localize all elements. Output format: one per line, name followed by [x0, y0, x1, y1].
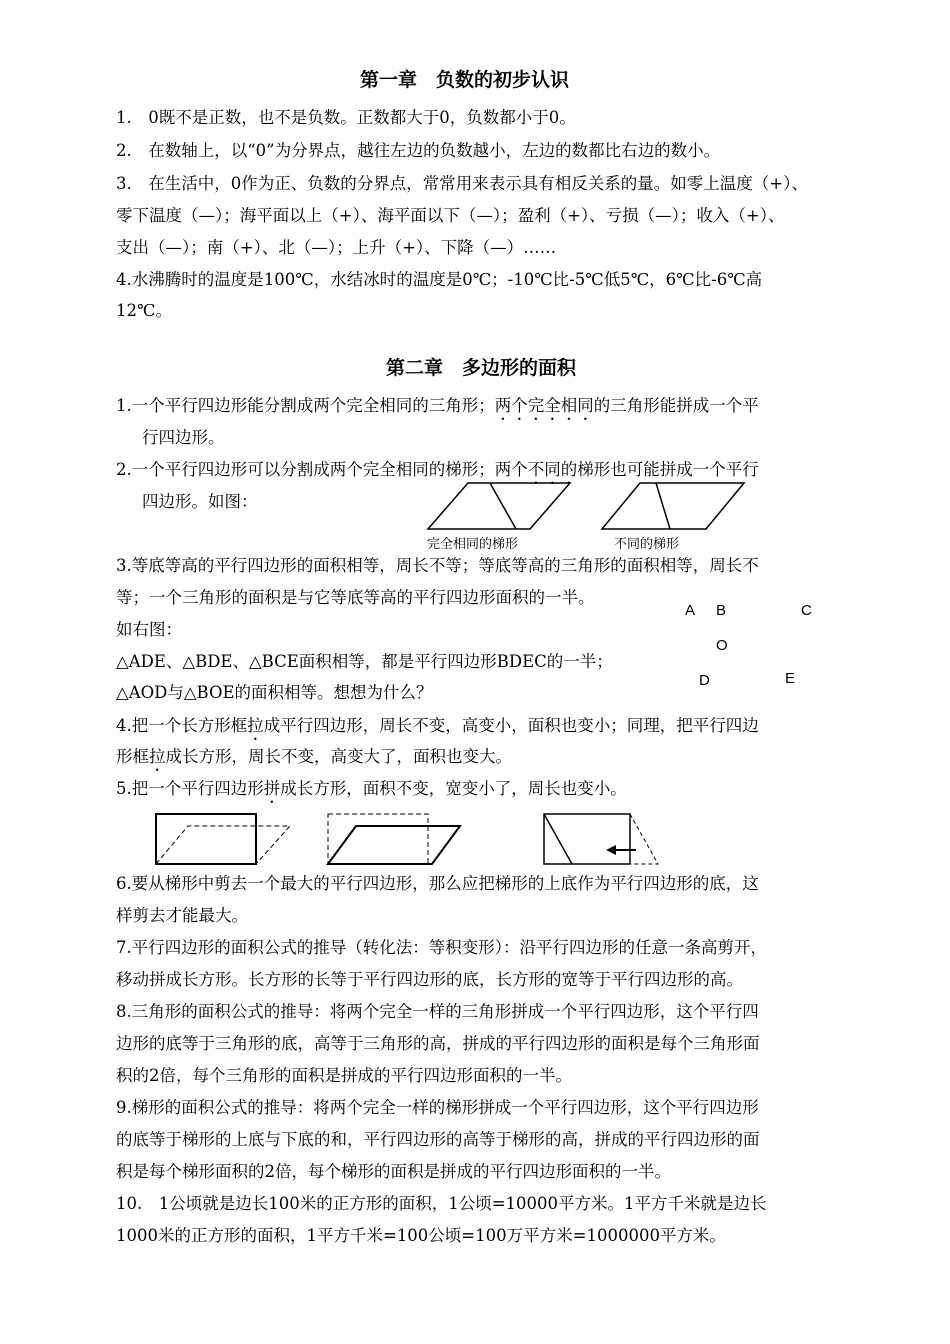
ch2-point-9a: 9.梯形的面积公式的推导：将两个完全一样的梯形拼成一个平行四边形，这个平行四边形 [116, 1098, 759, 1117]
rectangle-1 [156, 814, 256, 864]
ch2-point-6b: 样剪去才能最大。 [116, 906, 248, 925]
rectangle-3 [544, 814, 630, 864]
ch2-point-1b: 行四边形。 [142, 428, 225, 447]
ch2-point-2b: 四边形。如图： [142, 492, 258, 511]
dashed-rectangle-2 [328, 814, 428, 864]
cut-line-same [490, 483, 516, 529]
p5-text-pre: 5.把一个平行四边形 [116, 779, 264, 798]
ch1-line-2: 2. 在数轴上，以“0”为分界点，越往左边的负数越小，左边的数都比右边的数小。 [116, 141, 721, 160]
ch2-point-5 [116, 779, 627, 807]
ch2-point-4b [116, 747, 512, 775]
p1-emphasis: 两个完全相同 [494, 396, 594, 415]
p5-text-post: 成长方形，面积不变，宽变小了，周长也变小。 [280, 779, 627, 798]
chapter-2-title: 第二章 多边形的面积 [386, 357, 577, 379]
p4a-text-pre: 4.把一个长方形框 [116, 716, 248, 735]
point-label-a: A [685, 602, 696, 619]
parallelogram-2 [328, 826, 460, 864]
ch1-line-3c: 支出（—）；南（+）、北（—）；上升（+）、下降（—）…… [116, 238, 557, 257]
ch2-point-8c: 积的2倍，每个三角形的面积是拼成的平行四边形面积的一半。 [116, 1066, 572, 1085]
ch1-line-4a: 4.水沸腾时的温度是100℃，水结冰时的温度是0℃；-10℃比-5℃低5℃，6℃比-6℃高 [116, 270, 763, 289]
p5-emphasis: 拼 [263, 779, 281, 798]
p4b-text-post: 成长方形，周长不变，高变大了，面积也变大。 [165, 747, 512, 766]
point-label-o: O [716, 637, 728, 654]
ch2-point-8b: 边形的底等于三角形的底，高等于三角形的高，拼成的平行四边形的面积是每个三角形面 [116, 1034, 760, 1053]
ch2-point-10a: 10. 1公顷就是边长100米的正方形的面积，1公顷=10000平方米。1平方千米就是边长 [116, 1194, 767, 1213]
point-label-b: B [716, 602, 727, 619]
trapezoid-split-figure [420, 478, 760, 534]
parallelogram-different-trapezoids [602, 483, 744, 529]
ch2-point-9b: 的底等于梯形的上底与下底的和，平行四边形的高等于梯形的高，拼成的平行四边形的面 [116, 1130, 760, 1149]
ch2-point-3e: △AOD与△BOE的面积相等。想想为什么？ [116, 683, 433, 702]
p2-text-pre: 2.一个平行四边形可以分割成两个完全相同的梯形；两个 [116, 460, 528, 479]
ch2-point-7a: 7.平行四边形的面积公式的推导（转化法：等积变形）：沿平行四边形的任意一条高剪开， [116, 938, 767, 957]
p1-text-pre: 1.一个平行四边形能分割成两个完全相同的三角形； [116, 396, 495, 415]
ch2-point-10b: 1000米的正方形的面积，1平方千米=100公顷=100万平方米=1000000平方米。 [116, 1226, 726, 1245]
dashed-parallelogram-1 [156, 826, 290, 864]
p2-emphasis: 不同的 [527, 460, 578, 479]
caption-same-trapezoids: 完全相同的梯形 [427, 537, 519, 552]
cut-line-3 [544, 814, 572, 864]
dashed-triangle-3 [630, 814, 658, 864]
ch1-line-3a: 3. 在生活中，0作为正、负数的分界点，常常用来表示具有相反关系的量。如零上温度（+）、 [116, 174, 808, 193]
ch2-point-4a [116, 716, 759, 744]
p4b-text-pre: 形框 [116, 747, 149, 766]
ch2-point-9c: 积是每个梯形面积的2倍，每个梯形的面积是拼成的平行四边形面积的一半。 [116, 1162, 671, 1181]
ch2-point-7b: 移动拼成长方形。长方形的长等于平行四边形的底，长方形的宽等于平行四边形的高。 [116, 970, 743, 989]
cut-line-different [656, 483, 670, 529]
chapter-1-title: 第一章 负数的初步认识 [360, 69, 570, 91]
ch2-point-3d: △ADE、△BDE、△BCE面积相等，都是平行四边形BDEC的一半； [116, 652, 613, 671]
p4a-text-post: 成平行四边形，周长不变，高变小，面积也变小；同理，把平行四边 [263, 716, 759, 735]
ch1-line-3b: 零下温度（—）；海平面以上（+）、海平面以下（—）；盈利（+）、亏损（—）；收入（+）、 [116, 206, 785, 225]
ch2-point-3b: 等；一个三角形的面积是与它等底等高的平行四边形面积的一半。 [116, 588, 595, 607]
ch2-point-3c: 如右图： [116, 620, 182, 639]
parallelogram-same-trapezoids [428, 483, 570, 529]
point-label-e: E [785, 670, 796, 687]
ch2-point-3a: 3.等底等高的平行四边形的面积相等，周长不等；等底等高的三角形的面积相等，周长不 [116, 556, 759, 575]
caption-different-trapezoids: 不同的梯形 [614, 537, 680, 552]
p1-text-post: 的三角形能拼成一个平 [593, 396, 759, 415]
ch2-point-1a [116, 396, 759, 424]
p4b-emphasis: 拉 [149, 747, 166, 766]
ch1-line-1: 1. 0既不是正数，也不是负数。正数都大于0，负数都小于0。 [116, 108, 576, 127]
point-label-c: C [801, 602, 812, 619]
p2-text-post: 梯形也可能拼成一个平行 [577, 460, 759, 479]
ch1-line-4b: 12℃。 [116, 301, 172, 320]
move-arrow-head [606, 845, 616, 855]
p4a-emphasis: 拉 [247, 716, 264, 735]
rectangle-parallelogram-figures [150, 808, 670, 868]
point-label-d: D [699, 672, 710, 689]
ch2-point-6a: 6.要从梯形中剪去一个最大的平行四边形，那么应把梯形的上底作为平行四边形的底，这 [116, 874, 759, 893]
ch2-point-8a: 8.三角形的面积公式的推导：将两个完全一样的三角形拼成一个平行四边形，这个平行四 [116, 1002, 759, 1021]
